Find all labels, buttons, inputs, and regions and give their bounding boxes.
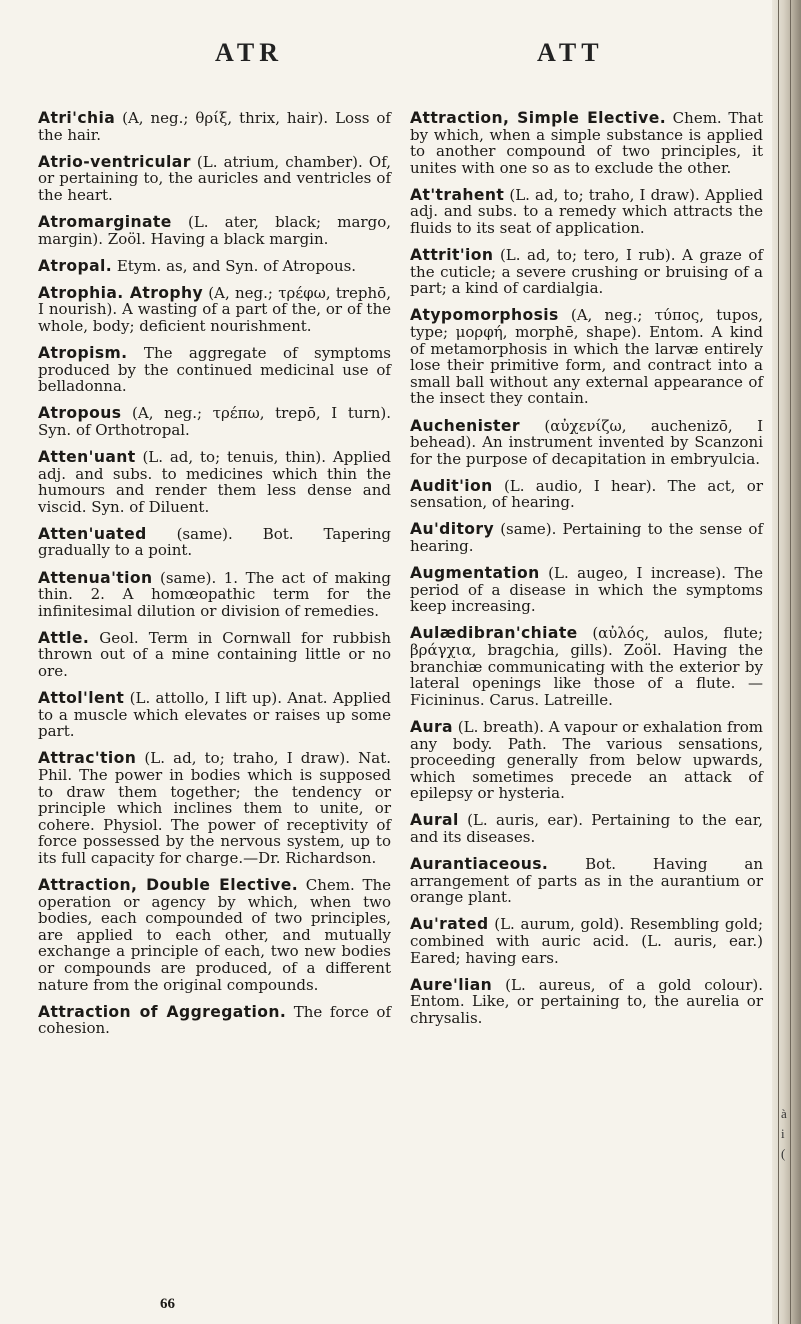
dictionary-entry: [410, 565, 763, 615]
entry-definition: (L. audio, I hear). The act, or sensation, of hearing.: [410, 476, 763, 512]
dictionary-entry: [410, 719, 763, 802]
dictionary-entry: [410, 478, 763, 511]
dictionary-entry: [38, 214, 391, 247]
dictionary-entry: [410, 521, 763, 554]
dictionary-entry: [410, 625, 763, 708]
entry-headword: Attrac'tion: [38, 749, 137, 768]
entry-definition: (L. aureus, of a gold colour). Entom. Like, or pertaining to, the aurelia or chrysalis.: [410, 975, 763, 1027]
entry-definition: (A, neg.; τρέπω, trepō, I turn). Syn. of Orthotropal.: [38, 404, 391, 439]
dictionary-entry: [38, 570, 391, 620]
entry-definition: (A, neg.; τρέφω, trephō, I nourish). A wasting of a part of the, or of the whole, body; deficient nourishment.: [38, 283, 391, 335]
entry-definition: (same). Bot. Tapering gradually to a point.: [38, 524, 391, 560]
entry-definition: Etym. as, and Syn. of Atropous.: [112, 256, 357, 275]
entry-headword: Attrit'ion: [410, 246, 494, 265]
entry-headword: Attraction, Simple Elective.: [410, 109, 667, 127]
entry-headword: Atypomorphosis: [410, 306, 559, 325]
entry-definition: (A, neg.; τύπος, tupos, type; μορφή, morphē, shape). Entom. A kind of metamorphosis in which the larvæ entirely lose their primitive form, and contract into a small ball without any external appearance of the insect they contain.: [410, 306, 763, 408]
entry-definition: The force of cohesion.: [38, 1002, 392, 1038]
entry-definition: Geol. Term in Cornwall for rubbish thrown out of a mine containing little or no ore.: [38, 628, 391, 681]
entry-definition: (L. ad, to; traho, I draw). Nat. Phil. The power in bodies which is supposed to draw them together; the tendency or principle which inclines them to unite, or cohere. Physiol. The power of receptivity of force possessed by the nervous system, up to its full capacity for charge.—Dr. Richardson.: [38, 749, 391, 867]
dictionary-entry: [38, 630, 391, 680]
entry-headword: Aural: [410, 811, 459, 830]
entry-headword: Atten'uated: [38, 524, 147, 543]
dictionary-entry: [38, 154, 391, 204]
running-head-left: ATR: [215, 38, 283, 67]
dictionary-entry: [38, 690, 391, 740]
dictionary-entry: [38, 750, 391, 866]
entry-headword: Audit'ion: [410, 476, 493, 495]
entry-headword: Auchenister: [410, 416, 520, 435]
entry-headword: Au'ditory: [410, 520, 495, 539]
dictionary-entry: [38, 877, 391, 993]
dictionary-entry: [38, 526, 391, 559]
entry-definition: (L. ater, black; margo, margin). Zoöl. Having a black margin.: [38, 212, 391, 248]
entry-headword: Attraction of Aggregation.: [38, 1002, 287, 1021]
entry-headword: Attle.: [38, 628, 90, 647]
dictionary-entry: [38, 258, 391, 275]
entry-headword: Atropal.: [38, 256, 113, 275]
dictionary-entry: [38, 449, 391, 515]
dictionary-entry: [410, 418, 763, 468]
dictionary-entry: [410, 916, 763, 966]
dictionary-entry: [410, 812, 763, 845]
dictionary-entry: [410, 856, 763, 906]
right-column: [410, 110, 763, 1037]
page-edge-line: [790, 0, 791, 1324]
entry-definition: (L. breath). A vapour or exhalation from any body. Path. The various sensations, proceeding generally from below upwards, which sometimes precede an attack of epilepsy or hysteria.: [410, 717, 763, 803]
edge-fragment: à: [781, 1106, 787, 1121]
entry-definition: (L. ad, to; tero, I rub). A graze of the cuticle; a severe crushing or bruising of a part; a kind of cardialgia.: [410, 246, 763, 298]
entry-headword: Atri'chia: [38, 109, 116, 127]
entry-headword: Aurantiaceous.: [410, 855, 549, 874]
entry-headword: Attol'lent: [38, 689, 125, 708]
dictionary-entry: [38, 405, 391, 438]
entry-headword: Atrophia. Atrophy: [38, 283, 204, 302]
entry-headword: Atropous: [38, 404, 122, 423]
entry-headword: Atropism.: [38, 344, 128, 363]
entry-definition: (L. augeo, I increase). The period of a disease in which the symptoms keep increasing.: [410, 564, 763, 616]
entry-headword: Atten'uant: [38, 448, 136, 466]
entry-definition: Chem. The operation or agency by which, when two bodies, each compounded of two principles, are applied to each other, and mutually exchange a principle of each, two new bodies or compounds are produced, of a different nature from the original compounds.: [38, 876, 391, 994]
entry-definition: (αὐλός, aulos, flute; βράγχια, bragchia, gills). Zoöl. Having the branchiæ communicating with the exterior by lateral openings like those of a flute. — Ficininus. Carus. Latreille.: [410, 624, 763, 709]
entry-definition: (same). Pertaining to the sense of hearing.: [410, 520, 763, 556]
entry-definition: (L. aurum, gold). Resembling gold; combined with auric acid. (L. auris, ear.) Eared; having ears.: [410, 915, 763, 967]
entry-definition: (L. attollo, I lift up). Anat. Applied to a muscle which elevates or raises up some part.: [38, 689, 391, 741]
entry-headword: Augmentation: [410, 564, 540, 583]
entry-definition: Bot. Having an arrangement of parts as in the aurantium or orange plant.: [410, 855, 763, 907]
dictionary-entry: [410, 187, 763, 237]
edge-fragment: i: [781, 1126, 785, 1141]
dictionary-entry: [410, 110, 763, 176]
page-number: 66: [160, 1296, 175, 1312]
entry-headword: Atrio-ventricular: [38, 152, 191, 171]
entry-definition: (L. ad, to; traho, I draw). Applied adj. and subs. to a remedy which attracts the fluids to its seat of application.: [410, 185, 763, 238]
dictionary-entry: [38, 110, 391, 143]
dictionary-entry: [410, 307, 763, 407]
edge-fragment: (: [781, 1146, 786, 1161]
entry-definition: (αὐχενίζω, auchenizō, I behead). An instrument invented by Scanzoni for the purpose of decapitation in embryulcia.: [410, 416, 763, 468]
running-head-right: ATT: [537, 38, 604, 67]
dictionary-entry: [410, 977, 763, 1027]
entry-headword: Aulædibran'chiate: [410, 624, 578, 643]
entry-definition: (A, neg.; θρίξ, thrix, hair). Loss of the hair.: [38, 109, 391, 144]
entry-headword: At'trahent: [410, 185, 505, 204]
dictionary-entry: [410, 247, 763, 297]
left-column: [38, 110, 391, 1047]
entry-definition: (L. atrium, chamber). Of, or pertaining to, the auricles and ventricles of the heart.: [38, 152, 391, 204]
entry-headword: Aura: [410, 717, 453, 736]
entry-definition: (L. ad, to; tenuis, thin). Applied adj. and subs. to medicines which thin the humours and render them less dense and viscid. Syn. of Diluent.: [38, 448, 391, 516]
entry-headword: Aure'lian: [410, 975, 493, 994]
entry-definition: Chem. That by which, when a simple substance is applied to another compound of two principles, it unites with one so as to exclude the other.: [410, 109, 763, 177]
page-edge-line: [778, 0, 779, 1324]
dictionary-entry: [38, 285, 391, 335]
entry-definition: The aggregate of symptoms produced by the continued medicinal use of belladonna.: [38, 344, 391, 396]
dictionary-entry: [38, 345, 391, 395]
entry-headword: Atromarginate: [38, 212, 172, 231]
entry-headword: Attenua'tion: [38, 568, 153, 587]
entry-headword: Au'rated: [410, 915, 489, 934]
entry-headword: Attraction, Double Elective.: [38, 876, 299, 895]
entry-definition: (L. auris, ear). Pertaining to the ear, and its diseases.: [410, 811, 763, 846]
entry-definition: (same). 1. The act of making thin. 2. A homœopathic term for the infinitesimal dilution or division of remedies.: [38, 568, 391, 620]
dictionary-entry: [38, 1004, 391, 1037]
adjacent-page-edge: [772, 0, 801, 1324]
